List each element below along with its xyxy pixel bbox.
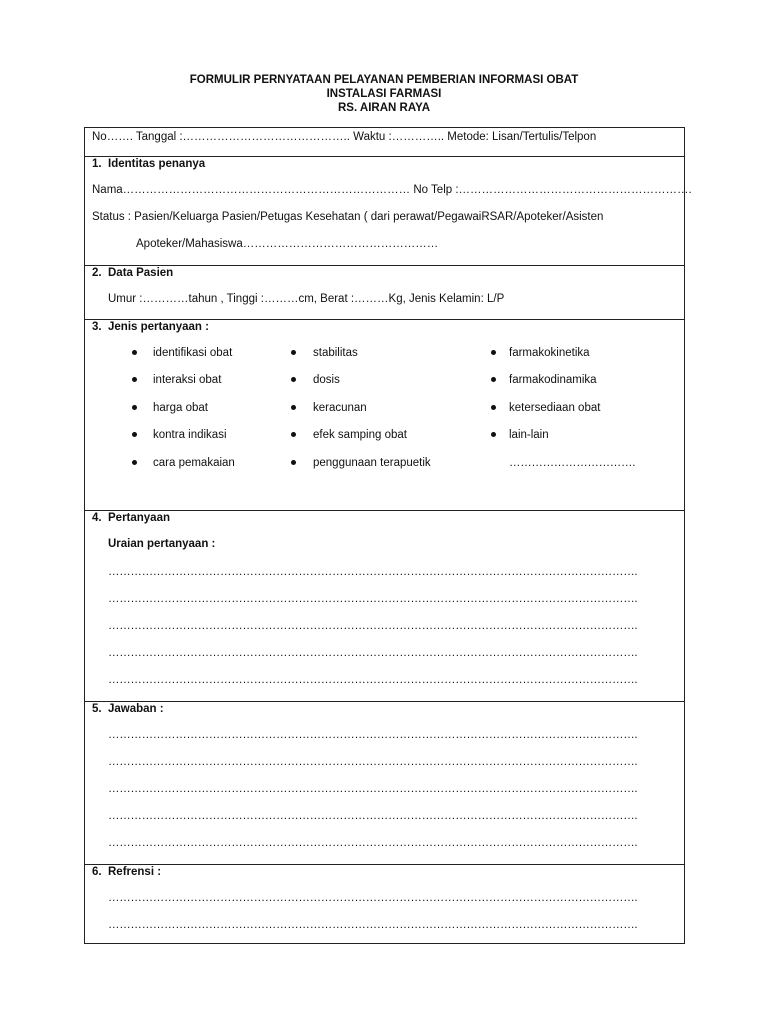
bullet-icon — [291, 460, 296, 465]
option-item[interactable]: stabilitas — [313, 347, 358, 359]
answer-line[interactable]: ……………………………………………………………………………………………………………………………. — [108, 892, 638, 904]
bullet-icon — [291, 405, 296, 410]
section-number: 1. — [92, 158, 102, 170]
bullet-icon — [132, 377, 137, 382]
answer-line[interactable]: ……………………………………………………………………………………………………………………………. — [108, 729, 638, 741]
option-item[interactable]: farmakokinetika — [509, 347, 590, 359]
option-item[interactable]: penggunaan terapuetik — [313, 457, 431, 469]
section-title: Identitas penanya — [108, 158, 206, 170]
form-table — [84, 127, 692, 944]
section-number: 5. — [92, 703, 102, 715]
section-identitas-penanya — [85, 156, 692, 266]
section-number: 4. — [92, 512, 102, 524]
answer-line[interactable]: ……………………………………………………………………………………………………………………………. — [108, 620, 638, 632]
patient-data-line[interactable]: Umur :…………tahun , Tinggi :………cm, Berat :………Kg, Jenis Kelamin: L/P — [108, 293, 505, 305]
section-number: 2. — [92, 267, 102, 279]
option-item[interactable]: lain-lain — [509, 429, 549, 441]
no-date-time-method-line[interactable]: No……. Tanggal :…………………………………….. Waktu :………….. Metode: Lisan/Tertulis/Telpon — [92, 131, 597, 143]
section-title: Jenis pertanyaan : — [108, 321, 209, 333]
bullet-icon — [491, 432, 496, 437]
bullet-icon — [132, 405, 137, 410]
section-jenis-pertanyaan — [85, 319, 684, 511]
other-option-blank[interactable]: ……………………………. — [509, 457, 636, 469]
answer-line[interactable]: ……………………………………………………………………………………………………………………………. — [108, 783, 638, 795]
bullet-icon — [291, 432, 296, 437]
question-description-label: Uraian pertanyaan : — [108, 538, 216, 550]
section-number: 3. — [92, 321, 102, 333]
section-referensi — [85, 864, 684, 944]
section-data-pasien — [85, 265, 684, 320]
option-item[interactable]: kontra indikasi — [153, 429, 227, 441]
option-item[interactable]: cara pemakaian — [153, 457, 235, 469]
status-line[interactable]: Status : Pasien/Keluarga Pasien/Petugas Kesehatan ( dari perawat/PegawaiRSAR/Apoteker/Asisten — [92, 211, 604, 223]
bullet-icon — [291, 350, 296, 355]
answer-line[interactable]: ……………………………………………………………………………………………………………………………. — [108, 674, 638, 686]
section-header-row — [85, 128, 684, 157]
answer-line[interactable]: ……………………………………………………………………………………………………………………………. — [108, 647, 638, 659]
option-item[interactable]: efek samping obat — [313, 429, 407, 441]
form-subtitle-hospital: RS. AIRAN RAYA — [337, 102, 431, 114]
answer-line[interactable]: ……………………………………………………………………………………………………………………………. — [108, 593, 638, 605]
option-item[interactable]: interaksi obat — [153, 374, 222, 386]
section-number: 6. — [92, 866, 102, 878]
status-line-continued[interactable]: Apoteker/Mahasiswa…………………………………………… — [136, 238, 439, 250]
answer-line[interactable]: ……………………………………………………………………………………………………………………………. — [108, 756, 638, 768]
bullet-icon — [491, 377, 496, 382]
answer-line[interactable]: ……………………………………………………………………………………………………………………………. — [108, 837, 638, 849]
bullet-icon — [132, 460, 137, 465]
option-item[interactable]: farmakodinamika — [509, 374, 597, 386]
option-item[interactable]: harga obat — [153, 402, 208, 414]
answer-line[interactable]: ……………………………………………………………………………………………………………………………. — [108, 566, 638, 578]
option-item[interactable]: ketersediaan obat — [509, 402, 601, 414]
section-title: Data Pasien — [108, 267, 174, 279]
section-title: Jawaban : — [108, 703, 164, 715]
option-item[interactable]: dosis — [313, 374, 340, 386]
form-subtitle-installation: INSTALASI FARMASI — [326, 88, 442, 100]
option-item[interactable]: keracunan — [313, 402, 367, 414]
bullet-icon — [132, 350, 137, 355]
option-item[interactable]: identifikasi obat — [153, 347, 233, 359]
section-jawaban — [85, 701, 684, 865]
section-title: Refrensi : — [108, 866, 162, 878]
bullet-icon — [491, 405, 496, 410]
bullet-icon — [491, 350, 496, 355]
nama-notelp-line[interactable]: Nama………………………………………………………………… No Telp :……………………………………………………. — [92, 184, 692, 196]
answer-line[interactable]: ……………………………………………………………………………………………………………………………. — [108, 810, 638, 822]
bullet-icon — [291, 377, 296, 382]
bullet-icon — [132, 432, 137, 437]
answer-line[interactable]: ……………………………………………………………………………………………………………………………. — [108, 919, 638, 931]
form-title: FORMULIR PERNYATAAN PELAYANAN PEMBERIAN INFORMASI OBAT — [189, 74, 579, 86]
section-pertanyaan — [85, 510, 684, 702]
section-title: Pertanyaan — [108, 512, 171, 524]
